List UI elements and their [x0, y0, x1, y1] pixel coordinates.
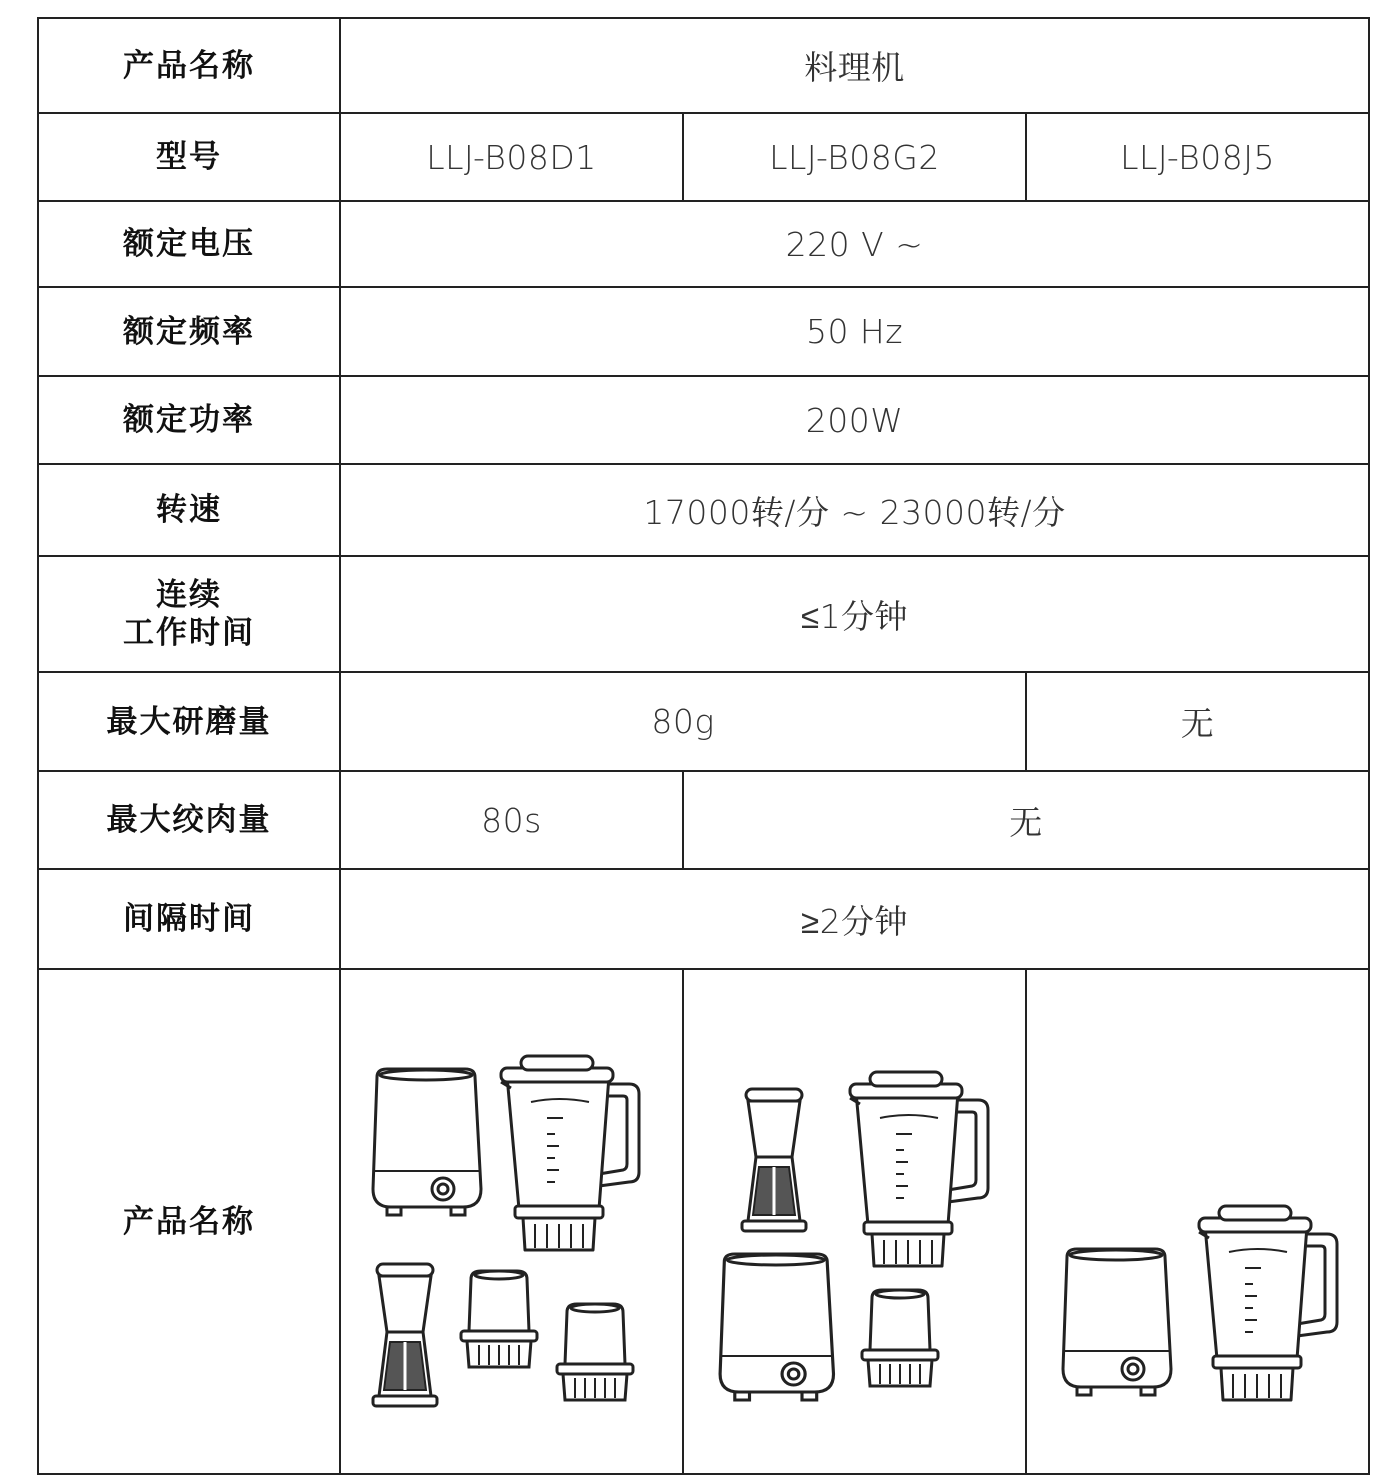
- value-continuous-time: ≤1分钟: [340, 556, 1369, 672]
- row-rated-voltage: [38, 201, 1369, 287]
- value-rated-voltage: 220 V ~: [340, 201, 1369, 287]
- row-interval: [38, 869, 1369, 969]
- label-rated-frequency: 额定频率: [38, 287, 340, 376]
- value-interval: ≥2分钟: [340, 869, 1369, 969]
- row-speed: [38, 464, 1369, 556]
- label-max-grind: 最大研磨量: [38, 672, 340, 771]
- blender-set-5-piece-icon: [341, 972, 680, 1472]
- value-rated-power: 200W: [340, 376, 1369, 464]
- label-continuous-time-line2: 工作时间: [123, 615, 255, 651]
- row-rated-frequency: [38, 287, 1369, 376]
- row-max-mince: [38, 771, 1369, 869]
- row-continuous-time: [38, 556, 1369, 672]
- label-max-mince: 最大绞肉量: [38, 771, 340, 869]
- label-product-image: 产品名称: [38, 969, 340, 1474]
- value-model-1: LLJ-B08D1: [340, 113, 683, 201]
- label-rated-power: 额定功率: [38, 376, 340, 464]
- value-rated-frequency: 50 Hz: [340, 287, 1369, 376]
- row-product-name: [38, 18, 1369, 113]
- spec-table: [37, 17, 1370, 1475]
- label-interval: 间隔时间: [38, 869, 340, 969]
- row-rated-power: [38, 376, 1369, 464]
- blender-set-4-piece-icon: [684, 972, 1023, 1472]
- row-product-image: [38, 969, 1369, 1474]
- row-model: [38, 113, 1369, 201]
- image-cell-1: [340, 969, 683, 1474]
- value-max-grind-b: 无: [1026, 672, 1369, 771]
- label-continuous-time: [38, 556, 340, 672]
- label-continuous-time-line1: 连续: [156, 577, 222, 613]
- value-model-3: LLJ-B08J5: [1026, 113, 1369, 201]
- label-product-name: 产品名称: [38, 18, 340, 113]
- value-max-mince-b: 无: [683, 771, 1369, 869]
- value-product-name: 料理机: [340, 18, 1369, 113]
- row-max-grind: [38, 672, 1369, 771]
- value-max-grind-a: 80g: [340, 672, 1026, 771]
- label-rated-voltage: 额定电压: [38, 201, 340, 287]
- image-cell-3: [1026, 969, 1369, 1474]
- value-max-mince-a: 80s: [340, 771, 683, 869]
- blender-set-2-piece-icon: [1027, 972, 1366, 1472]
- label-speed: 转速: [38, 464, 340, 556]
- label-model: 型号: [38, 113, 340, 201]
- value-model-2: LLJ-B08G2: [683, 113, 1026, 201]
- image-cell-2: [683, 969, 1026, 1474]
- value-speed: 17000转/分 ~ 23000转/分: [340, 464, 1369, 556]
